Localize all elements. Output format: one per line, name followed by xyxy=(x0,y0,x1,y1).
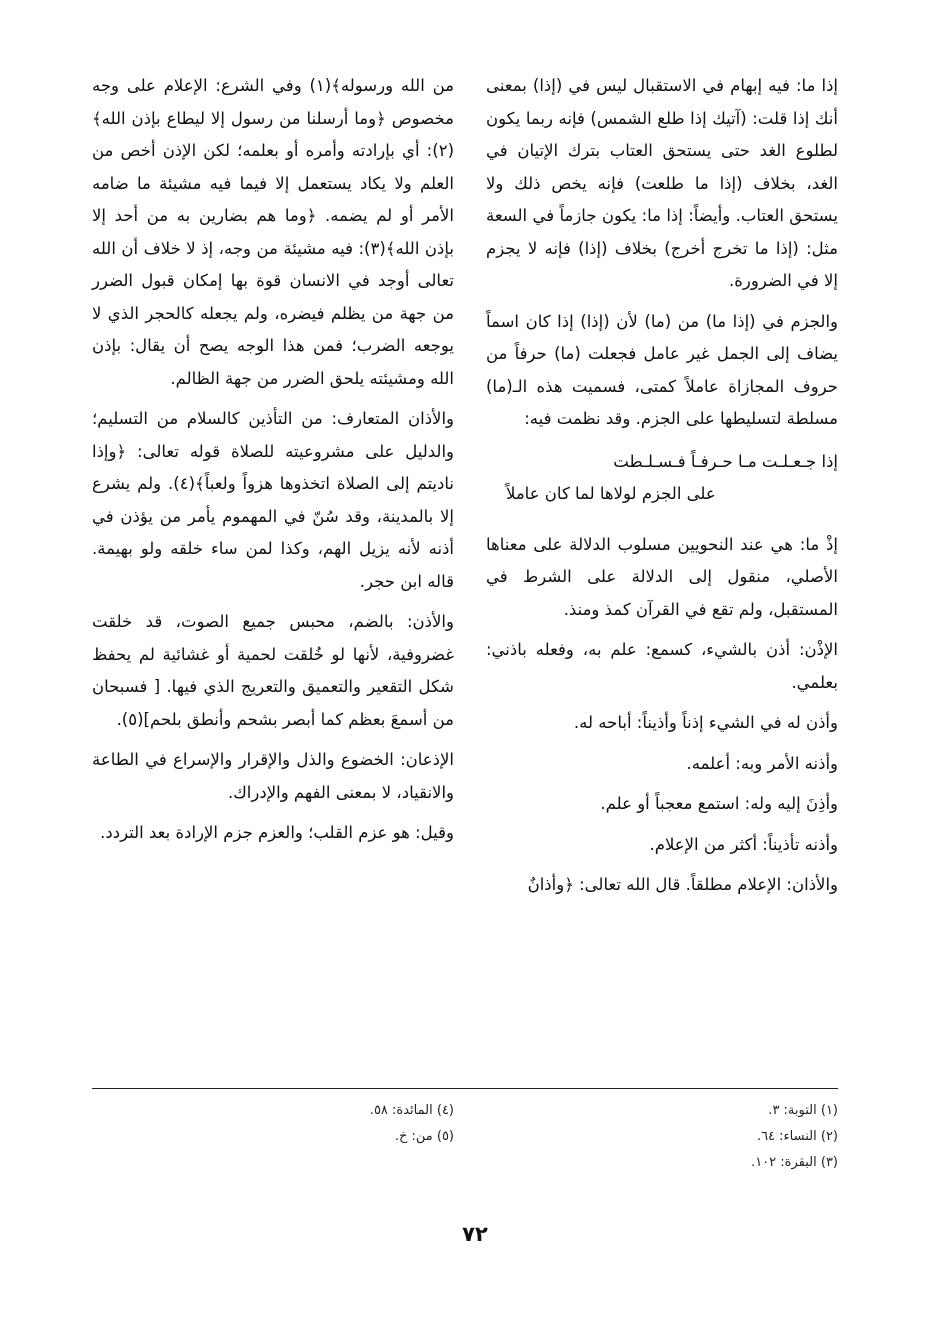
footnote-5: (٥) من: خ. xyxy=(394,1129,454,1144)
footnote-separator xyxy=(92,1088,838,1089)
footnote-3: (٣) البقرة: ١٠٢. xyxy=(751,1155,838,1170)
paragraph-idh-ma: إذْ ما: هي عند النحويين مسلوب الدلالة على معناها الأصلي، منقول إلى الدلالة على الشرط في المستقبل، ولم تقع في القرآن كمذ ومنذ. xyxy=(486,534,838,619)
paragraph-al-udhun: والأذن: بالضم، محبس جميع الصوت، قد خلقت غضروفية، لأنها لو خُلقت لحمية أو غشائية لم يحفظ شكل التقعير والتعميق والتعريج الذي فيها. [ فسبحان من أسمعَ بعظم كما أبصر بشحم وأنطق بلحم](٥). xyxy=(92,612,454,729)
paragraph-min-allah: من الله ورسوله﴾(١) وفي الشرع: الإعلام على وجه مخصوص ﴿وما أرسلنا من رسول إلا ليطاع بإذن الله﴾(٢): أي بإرادته وأمره أو بعلمه؛ لكن الإذن أخص من العلم ولا يكاد يستعمل إلا فيما فيه مشيئة ما ضامه الأمر أو لم يضمه. ﴿وما هم بضارين به من أحد إلا بإذن الله﴾(٣): فيه مشيئة من وجه، إذ لا خلاف أن الله تعالى أوجد في الانسان قوة بها إمكان قبول الضرر من جهة من يظلم فيضره، ولم يجعله كالحجر الذي لا يوجعه الضرب؛ فمن هذا الوجه يصح أن يقال: بإذن الله ومشيئته يلحق الضرر من جهة الظالم. xyxy=(92,76,454,388)
footnote-4: (٤) المائدة: ٥٨. xyxy=(369,1103,454,1118)
footnotes-left xyxy=(200,1098,454,1150)
paragraph-al-idhn: الإذْن: أذن بالشيء، كسمع: علم به، وفعله باذني: بعلمي. xyxy=(486,640,838,692)
paragraph-adhina-lahu: وأذن له في الشيء إذناً وأذيناً: أباحه له. xyxy=(573,713,838,732)
poem-line-2: على الجزم لولاها لما كان عاملاً xyxy=(506,484,716,503)
footnotes-right xyxy=(560,1098,838,1176)
poem-verse xyxy=(486,446,838,511)
right-text-column xyxy=(486,70,838,910)
paragraph-jazm: والجزم في (إذا ما) من (ما) لأن (إذا) إذا كان اسماً يضاف إلى الجمل غير عامل فجعلت (ما) حرفاً من حروف المجازاة عاملاً كمتى، فسميت هذه الـ(ما) مسلطة لتسليطها على الجزم. وقد نظمت فيه: xyxy=(486,311,838,428)
paragraph-al-idhan: الإذعان: الخضوع والذل والإقرار والإسراع في الطاعة والانقياد، لا بمعنى الفهم والإدراك. xyxy=(92,750,454,802)
paragraph-adhina-ilayhi: وأذِنَ إليه وله: استمع معجباً أو علم. xyxy=(600,794,838,813)
footnote-1: (١) التوبة: ٣. xyxy=(768,1103,838,1118)
paragraph-wa-qila: وقيل: هو عزم القلب؛ والعزم جزم الإرادة بعد التردد. xyxy=(100,823,454,842)
page-number: ٧٢ xyxy=(462,1222,488,1246)
paragraph-adhan-mutaaraf: والأذان المتعارف: من التأذين كالسلام من التسليم؛ والدليل على مشروعيته للصلاة قوله تعالى: ﴿وإذا ناديتم إلى الصلاة اتخذوها هزواً ولعباً﴾(٤). ولم يشرع إلا بالمدينة، وقد سُنّ في المهموم يأمر من يؤذن في أذنه لأنه يزيل الهم، وكذا لمن ساء خلقه ولو بهيمة. قاله ابن حجر. xyxy=(92,409,454,591)
left-text-column xyxy=(92,70,454,858)
footnote-2: (٢) النساء: ٦٤. xyxy=(756,1129,838,1144)
paragraph-al-adhan: والأذان: الإعلام مطلقاً. قال الله تعالى: ﴿وأذانٌ xyxy=(527,875,838,894)
paragraph-adhanahu-al-amr: وأذنه الأمر وبه: أعلمه. xyxy=(686,753,838,773)
poem-line-1: إذا جـعـلـت مـا حـرفـاً فـسـلـطت xyxy=(613,451,838,471)
paragraph-tadhin: وأذنه تأذيناً: أكثر من الإعلام. xyxy=(649,834,838,854)
paragraph-idha-ma: إذا ما: فيه إبهام في الاستقبال ليس في (إذا) بمعنى أنك إذا قلت: (آتيك إذا طلع الشمس) فإنه ربما يكون لطلوع الغد حتى يستحق العتاب بترك الإتيان في الغد، بخلاف (إذا ما طلعت) فإنه يخص ذلك ولا يستحق العتاب. وأيضاً: إذا ما: يكون جازماً في السعة مثل: (إذا ما تخرج أخرج) بخلاف (إذا) فإنه لا يجزم إلا في الضرورة. xyxy=(486,76,838,290)
